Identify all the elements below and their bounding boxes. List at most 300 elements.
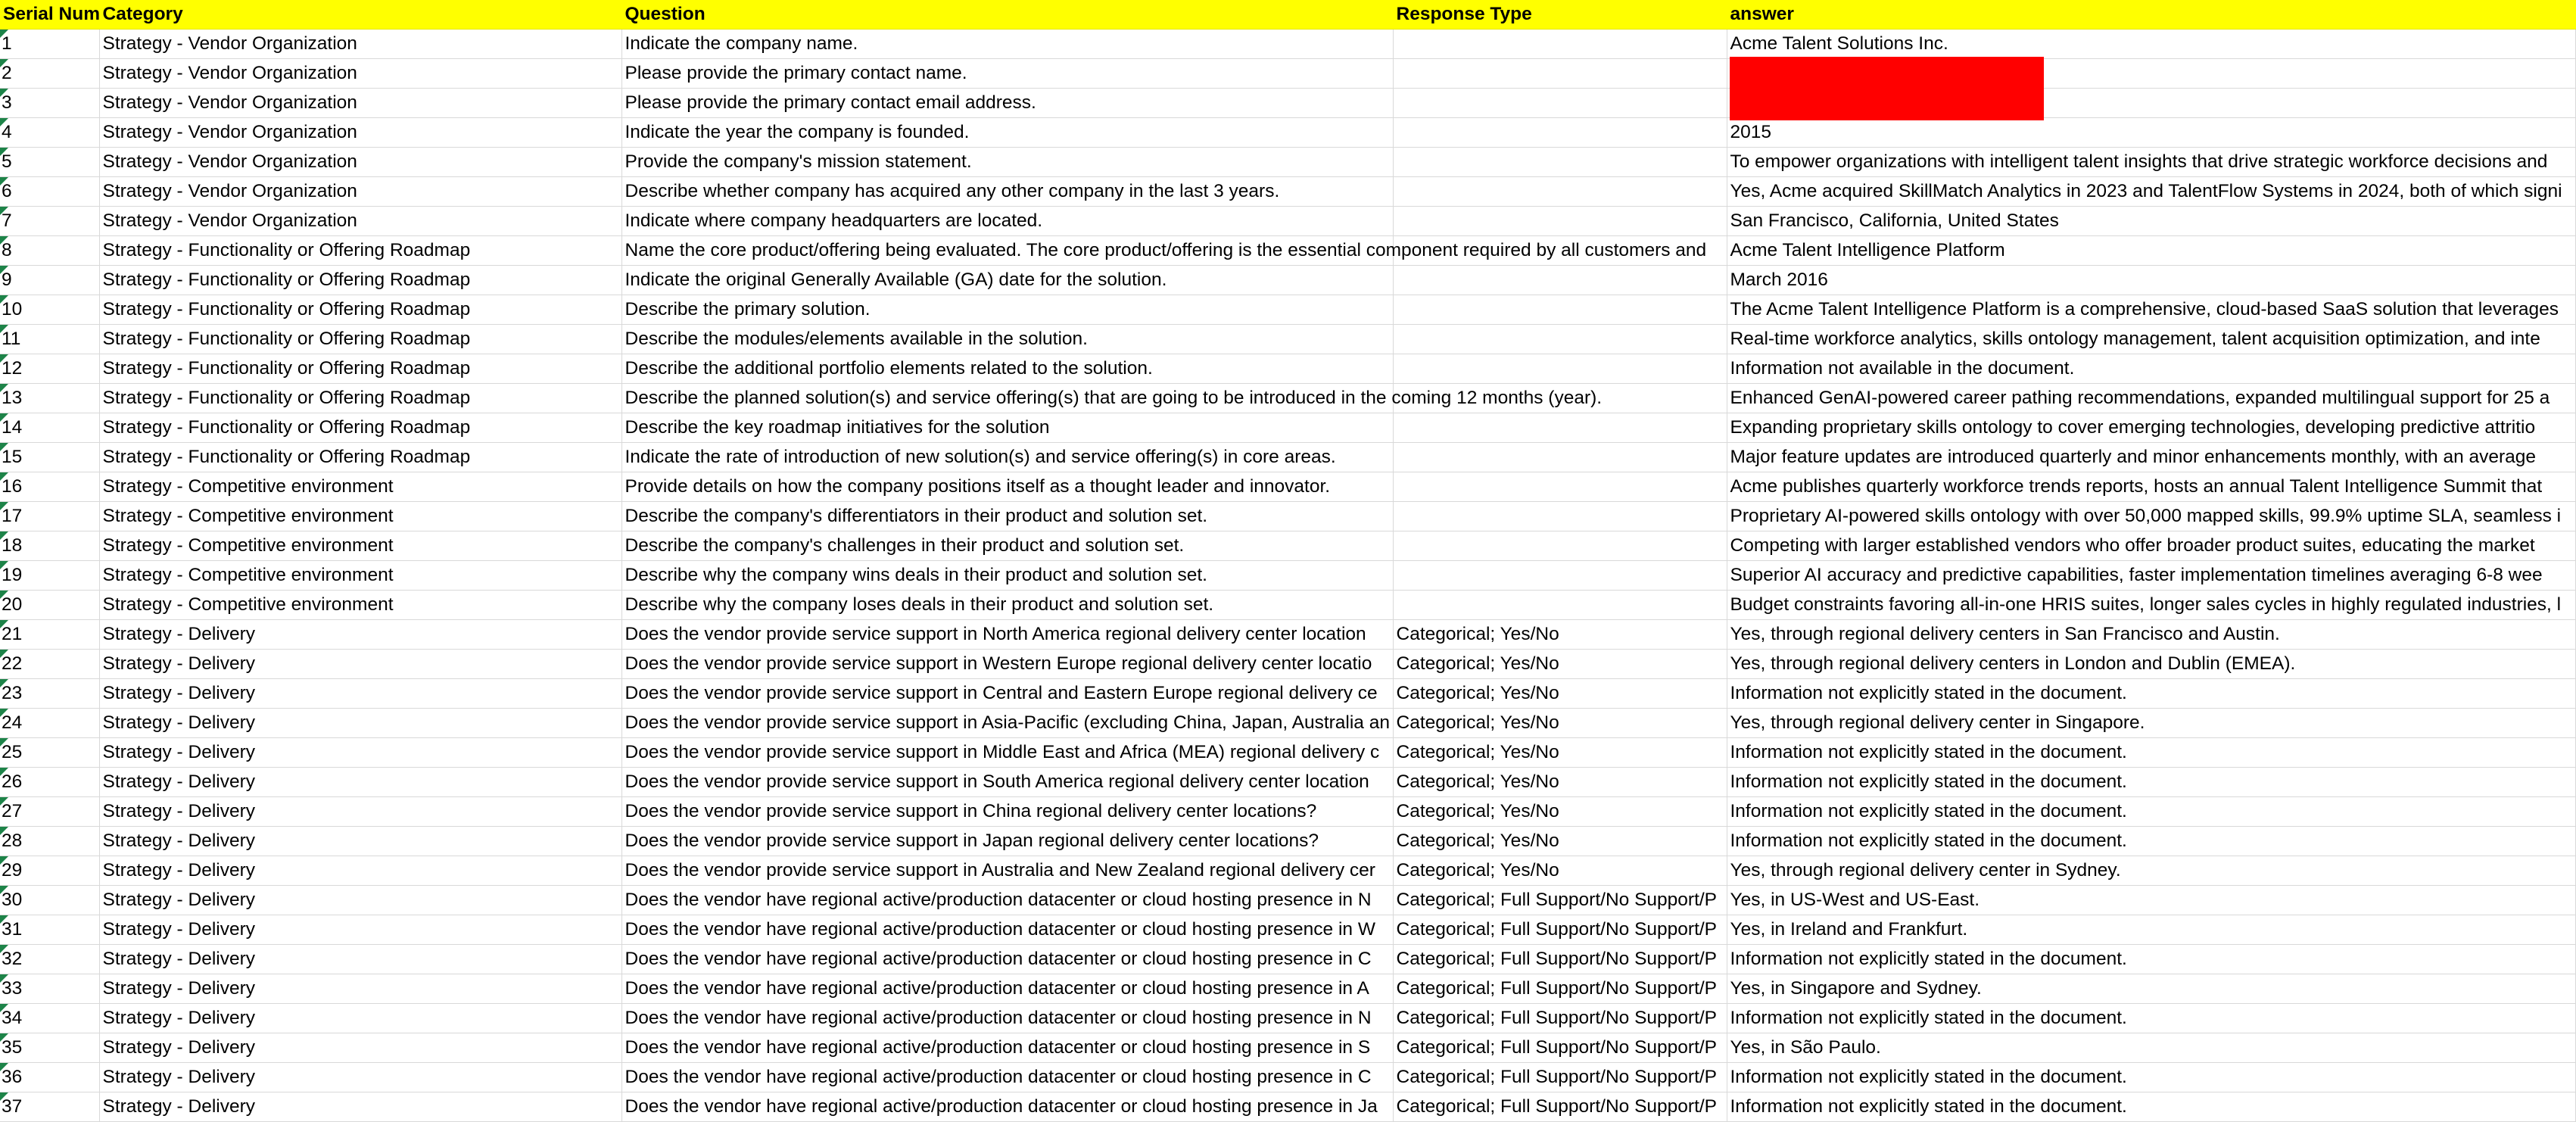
error-indicator-icon[interactable] (0, 1004, 8, 1012)
cell-answer[interactable]: Information not available in the document. (1727, 354, 2575, 384)
cell-serial[interactable] (0, 354, 99, 384)
cell-response-type[interactable] (1393, 207, 1727, 236)
table-row (0, 945, 2575, 974)
cell-question[interactable]: Describe the additional portfolio elements related to the solution. (621, 354, 1393, 384)
cell-question[interactable]: Does the vendor provide service support in Australia and New Zealand regional delivery cer (621, 856, 1393, 886)
cell-category[interactable]: Strategy - Delivery (99, 620, 621, 650)
serial-value: 35 (2, 1037, 23, 1058)
cell-serial[interactable] (0, 266, 99, 295)
cell-response-type[interactable]: Categorical; Yes/No (1393, 620, 1727, 650)
error-indicator-icon[interactable] (0, 148, 8, 156)
cell-answer[interactable]: San Francisco, California, United States (1727, 207, 2575, 236)
error-indicator-icon[interactable] (0, 856, 8, 865)
cell-response-type[interactable]: Categorical; Yes/No (1393, 827, 1727, 856)
cell-response-type[interactable] (1393, 295, 1727, 325)
cell-category[interactable]: Strategy - Competitive environment (99, 531, 621, 561)
cell-serial[interactable] (0, 886, 99, 915)
error-indicator-icon[interactable] (0, 886, 8, 894)
cell-serial[interactable] (0, 768, 99, 797)
table-row (0, 148, 2575, 177)
cell-serial[interactable] (0, 502, 99, 531)
cell-serial[interactable] (0, 177, 99, 207)
serial-value: 1 (2, 33, 12, 54)
error-indicator-icon[interactable] (0, 30, 8, 38)
cell-response-type[interactable]: Categorical; Yes/No (1393, 768, 1727, 797)
error-indicator-icon[interactable] (0, 118, 8, 126)
error-indicator-icon[interactable] (0, 531, 8, 540)
serial-value: 28 (2, 831, 23, 851)
table-row (0, 591, 2575, 620)
cell-answer[interactable]: March 2016 (1727, 266, 2575, 295)
cell-category[interactable]: Strategy - Functionality or Offering Roadmap (99, 354, 621, 384)
cell-category[interactable]: Strategy - Vendor Organization (99, 118, 621, 148)
table-row (0, 177, 2575, 207)
redaction-block (1730, 57, 2044, 120)
column-header-question[interactable]: Question (621, 0, 1393, 30)
cell-response-type[interactable] (1393, 118, 1727, 148)
table-row (0, 886, 2575, 915)
cell-serial[interactable] (0, 650, 99, 679)
serial-value: 17 (2, 506, 23, 526)
cell-category[interactable]: Strategy - Functionality or Offering Roadmap (99, 325, 621, 354)
table-row (0, 797, 2575, 827)
serial-value: 3 (2, 92, 12, 113)
cell-answer[interactable]: Proprietary AI-powered skills ontology with over 50,000 mapped skills, 99.9% uptime SLA, seamless i (1727, 502, 2575, 531)
cell-answer[interactable]: Information not explicitly stated in the document. (1727, 1004, 2575, 1033)
table-row (0, 325, 2575, 354)
cell-answer[interactable]: Yes, through regional delivery center in Singapore. (1727, 709, 2575, 738)
error-indicator-icon[interactable] (0, 177, 8, 185)
cell-response-type[interactable] (1393, 502, 1727, 531)
serial-value: 7 (2, 210, 12, 231)
column-header-answer[interactable]: answer (1727, 0, 2575, 30)
cell-response-type[interactable]: Categorical; Full Support/No Support/P (1393, 974, 1727, 1004)
table-row (0, 502, 2575, 531)
serial-value: 30 (2, 890, 23, 910)
cell-question[interactable]: Does the vendor have regional active/production datacenter or cloud hosting presence in N (621, 886, 1393, 915)
table-row (0, 295, 2575, 325)
serial-value: 16 (2, 476, 23, 497)
cell-question[interactable]: Indicate the original Generally Available (GA) date for the solution. (621, 266, 1393, 295)
cell-serial[interactable] (0, 709, 99, 738)
cell-serial[interactable] (0, 679, 99, 709)
error-indicator-icon[interactable] (0, 89, 8, 97)
cell-answer[interactable]: Information not explicitly stated in the document. (1727, 797, 2575, 827)
cell-serial[interactable] (0, 472, 99, 502)
serial-value: 6 (2, 181, 12, 201)
table-row (0, 974, 2575, 1004)
error-indicator-icon[interactable] (0, 502, 8, 510)
table-row (0, 413, 2575, 443)
error-indicator-icon[interactable] (0, 974, 8, 983)
cell-serial[interactable] (0, 974, 99, 1004)
table-row (0, 89, 2575, 118)
cell-category[interactable]: Strategy - Delivery (99, 856, 621, 886)
cell-answer[interactable]: Information not explicitly stated in the document. (1727, 827, 2575, 856)
cell-question[interactable]: Indicate the company name. (621, 30, 1393, 59)
cell-response-type[interactable] (1393, 413, 1727, 443)
cell-question[interactable]: Describe the primary solution. (621, 295, 1393, 325)
error-indicator-icon[interactable] (0, 945, 8, 953)
cell-answer[interactable]: Acme publishes quarterly workforce trends reports, hosts an annual Talent Intelligence Summit that (1727, 472, 2575, 502)
cell-question[interactable]: Describe the key roadmap initiatives for the solution (621, 413, 1393, 443)
cell-response-type[interactable]: Categorical; Full Support/No Support/P (1393, 886, 1727, 915)
cell-response-type[interactable] (1393, 354, 1727, 384)
cell-response-type[interactable]: Categorical; Full Support/No Support/P (1393, 945, 1727, 974)
cell-category[interactable]: Strategy - Functionality or Offering Roadmap (99, 384, 621, 413)
table-row (0, 1063, 2575, 1092)
cell-answer[interactable]: Information not explicitly stated in the document. (1727, 1063, 2575, 1092)
cell-answer[interactable]: Superior AI accuracy and predictive capabilities, faster implementation timelines averaging 6-8 wee (1727, 561, 2575, 591)
cell-category[interactable]: Strategy - Competitive environment (99, 472, 621, 502)
cell-category[interactable]: Strategy - Delivery (99, 797, 621, 827)
serial-value: 23 (2, 683, 23, 703)
cell-category[interactable]: Strategy - Delivery (99, 709, 621, 738)
cell-question[interactable]: Does the vendor have regional active/production datacenter or cloud hosting presence in W (621, 915, 1393, 945)
cell-category[interactable]: Strategy - Delivery (99, 827, 621, 856)
serial-value: 10 (2, 299, 23, 319)
table-row (0, 650, 2575, 679)
error-indicator-icon[interactable] (0, 443, 8, 451)
serial-value: 26 (2, 771, 23, 792)
cell-serial[interactable] (0, 236, 99, 266)
serial-value: 9 (2, 270, 12, 290)
column-header-category[interactable]: Category (99, 0, 621, 30)
cell-category[interactable]: Strategy - Vendor Organization (99, 89, 621, 118)
error-indicator-icon[interactable] (0, 738, 8, 746)
table-row (0, 679, 2575, 709)
cell-response-type[interactable]: Categorical; Yes/No (1393, 709, 1727, 738)
cell-category[interactable]: Strategy - Competitive environment (99, 502, 621, 531)
table-row (0, 472, 2575, 502)
cell-category[interactable]: Strategy - Competitive environment (99, 591, 621, 620)
cell-answer[interactable]: Yes, in São Paulo. (1727, 1033, 2575, 1063)
cell-category[interactable]: Strategy - Functionality or Offering Roadmap (99, 443, 621, 472)
cell-category[interactable]: Strategy - Delivery (99, 679, 621, 709)
serial-value: 4 (2, 122, 12, 142)
serial-value: 2 (2, 63, 12, 83)
cell-serial[interactable] (0, 325, 99, 354)
error-indicator-icon[interactable] (0, 266, 8, 274)
cell-serial[interactable] (0, 945, 99, 974)
cell-response-type[interactable] (1393, 472, 1727, 502)
cell-serial[interactable] (0, 118, 99, 148)
cell-question[interactable]: Does the vendor have regional active/production datacenter or cloud hosting presence in C (621, 1063, 1393, 1092)
cell-response-type[interactable] (1393, 30, 1727, 59)
cell-answer[interactable]: Real-time workforce analytics, skills ontology management, talent acquisition optimization, and inte (1727, 325, 2575, 354)
error-indicator-icon[interactable] (0, 650, 8, 658)
serial-value: 20 (2, 594, 23, 615)
error-indicator-icon[interactable] (0, 797, 8, 806)
cell-category[interactable]: Strategy - Vendor Organization (99, 177, 621, 207)
table-row (0, 915, 2575, 945)
cell-question[interactable]: Describe the company's challenges in their product and solution set. (621, 531, 1393, 561)
error-indicator-icon[interactable] (0, 591, 8, 599)
serial-value: 32 (2, 949, 23, 969)
cell-question[interactable]: Does the vendor provide service support in South America regional delivery center location (621, 768, 1393, 797)
serial-value: 5 (2, 151, 12, 172)
cell-serial[interactable] (0, 207, 99, 236)
cell-answer[interactable]: Yes, in US-West and US-East. (1727, 886, 2575, 915)
table-row (0, 1092, 2575, 1122)
error-indicator-icon[interactable] (0, 679, 8, 687)
cell-response-type[interactable] (1393, 561, 1727, 591)
header-row (0, 0, 2575, 30)
cell-category[interactable]: Strategy - Delivery (99, 1092, 621, 1122)
cell-category[interactable]: Strategy - Functionality or Offering Roadmap (99, 266, 621, 295)
error-indicator-icon[interactable] (0, 384, 8, 392)
cell-question[interactable]: Indicate the year the company is founded. (621, 118, 1393, 148)
error-indicator-icon[interactable] (0, 472, 8, 481)
cell-category[interactable]: Strategy - Delivery (99, 945, 621, 974)
cell-category[interactable]: Strategy - Vendor Organization (99, 30, 621, 59)
error-indicator-icon[interactable] (0, 561, 8, 569)
error-indicator-icon[interactable] (0, 827, 8, 835)
cell-serial[interactable] (0, 620, 99, 650)
cell-answer[interactable]: Acme Talent Intelligence Platform (1727, 236, 2575, 266)
cell-answer[interactable]: 2015 (1727, 118, 2575, 148)
cell-serial[interactable] (0, 384, 99, 413)
cell-question[interactable]: Describe whether company has acquired any other company in the last 3 years. (621, 177, 1393, 207)
cell-serial[interactable] (0, 1033, 99, 1063)
cell-serial[interactable] (0, 443, 99, 472)
cell-category[interactable]: Strategy - Delivery (99, 738, 621, 768)
table-row (0, 30, 2575, 59)
cell-response-type[interactable] (1393, 591, 1727, 620)
cell-answer[interactable]: Expanding proprietary skills ontology to cover emerging technologies, developing predictive attritio (1727, 413, 2575, 443)
serial-value: 13 (2, 388, 23, 408)
cell-serial[interactable] (0, 856, 99, 886)
cell-answer[interactable]: Information not explicitly stated in the document. (1727, 945, 2575, 974)
table-row (0, 354, 2575, 384)
error-indicator-icon[interactable] (0, 1063, 8, 1071)
cell-question[interactable]: Does the vendor have regional active/production datacenter or cloud hosting presence in Ja (621, 1092, 1393, 1122)
cell-response-type[interactable]: Categorical; Yes/No (1393, 679, 1727, 709)
error-indicator-icon[interactable] (0, 1033, 8, 1042)
cell-response-type[interactable]: Categorical; Yes/No (1393, 856, 1727, 886)
serial-value: 24 (2, 712, 23, 733)
cell-question[interactable]: Describe why the company wins deals in their product and solution set. (621, 561, 1393, 591)
cell-serial[interactable] (0, 30, 99, 59)
serial-value: 33 (2, 978, 23, 999)
cell-question[interactable]: Describe the planned solution(s) and service offering(s) that are going to be introduced in the coming 12 months (year). (621, 384, 1393, 413)
table-row (0, 266, 2575, 295)
serial-value: 31 (2, 919, 23, 940)
cell-response-type[interactable] (1393, 325, 1727, 354)
serial-value: 19 (2, 565, 23, 585)
cell-question[interactable]: Does the vendor have regional active/production datacenter or cloud hosting presence in C (621, 945, 1393, 974)
table-row (0, 709, 2575, 738)
table-row (0, 531, 2575, 561)
cell-serial[interactable] (0, 561, 99, 591)
error-indicator-icon[interactable] (0, 325, 8, 333)
cell-category[interactable]: Strategy - Functionality or Offering Roadmap (99, 413, 621, 443)
serial-value: 36 (2, 1067, 23, 1087)
cell-answer[interactable]: Enhanced GenAI-powered career pathing recommendations, expanded multilingual support for 25 a (1727, 384, 2575, 413)
cell-response-type[interactable] (1393, 59, 1727, 89)
cell-serial[interactable] (0, 1004, 99, 1033)
cell-serial[interactable] (0, 915, 99, 945)
cell-serial[interactable] (0, 591, 99, 620)
cell-answer[interactable]: Yes, in Singapore and Sydney. (1727, 974, 2575, 1004)
cell-response-type[interactable] (1393, 531, 1727, 561)
cell-serial[interactable] (0, 1063, 99, 1092)
cell-question[interactable]: Provide the company's mission statement. (621, 148, 1393, 177)
serial-value: 37 (2, 1096, 23, 1117)
cell-response-type[interactable] (1393, 266, 1727, 295)
cell-serial[interactable] (0, 59, 99, 89)
cell-category[interactable]: Strategy - Vendor Organization (99, 207, 621, 236)
serial-value: 11 (2, 329, 21, 349)
cell-question[interactable]: Does the vendor have regional active/production datacenter or cloud hosting presence in S (621, 1033, 1393, 1063)
cell-answer[interactable]: Major feature updates are introduced quarterly and minor enhancements monthly, with an average (1727, 443, 2575, 472)
cell-response-type[interactable] (1393, 89, 1727, 118)
cell-category[interactable]: Strategy - Delivery (99, 886, 621, 915)
cell-category[interactable]: Strategy - Delivery (99, 650, 621, 679)
table-row (0, 236, 2575, 266)
cell-response-type[interactable]: Categorical; Full Support/No Support/P (1393, 915, 1727, 945)
cell-question[interactable]: Does the vendor have regional active/production datacenter or cloud hosting presence in N (621, 1004, 1393, 1033)
cell-category[interactable]: Strategy - Functionality or Offering Roadmap (99, 295, 621, 325)
cell-response-type[interactable]: Categorical; Full Support/No Support/P (1393, 1092, 1727, 1122)
table-row (0, 620, 2575, 650)
cell-question[interactable]: Does the vendor provide service support in Western Europe regional delivery center locatio (621, 650, 1393, 679)
table-row (0, 59, 2575, 89)
cell-question[interactable]: Please provide the primary contact name. (621, 59, 1393, 89)
table-row (0, 561, 2575, 591)
table-row (0, 118, 2575, 148)
cell-question[interactable]: Provide details on how the company positions itself as a thought leader and innovator. (621, 472, 1393, 502)
cell-question[interactable]: Does the vendor provide service support in Japan regional delivery center locations? (621, 827, 1393, 856)
cell-response-type[interactable]: Categorical; Yes/No (1393, 650, 1727, 679)
error-indicator-icon[interactable] (0, 768, 8, 776)
cell-response-type[interactable]: Categorical; Full Support/No Support/P (1393, 1063, 1727, 1092)
error-indicator-icon[interactable] (0, 1092, 8, 1101)
cell-answer[interactable]: Yes, through regional delivery centers in London and Dublin (EMEA). (1727, 650, 2575, 679)
cell-category[interactable]: Strategy - Functionality or Offering Roadmap (99, 236, 621, 266)
cell-response-type[interactable] (1393, 443, 1727, 472)
cell-question[interactable]: Please provide the primary contact email address. (621, 89, 1393, 118)
cell-question[interactable]: Describe why the company loses deals in their product and solution set. (621, 591, 1393, 620)
serial-value: 21 (2, 624, 23, 644)
cell-serial[interactable] (0, 413, 99, 443)
cell-answer[interactable]: Yes, through regional delivery centers in San Francisco and Austin. (1727, 620, 2575, 650)
error-indicator-icon[interactable] (0, 207, 8, 215)
cell-question[interactable]: Does the vendor provide service support in North America regional delivery center location (621, 620, 1393, 650)
table-row (0, 856, 2575, 886)
cell-answer[interactable]: The Acme Talent Intelligence Platform is a comprehensive, cloud-based SaaS solution that leverages (1727, 295, 2575, 325)
error-indicator-icon[interactable] (0, 354, 8, 363)
error-indicator-icon[interactable] (0, 915, 8, 924)
error-indicator-icon[interactable] (0, 236, 8, 245)
cell-category[interactable]: Strategy - Competitive environment (99, 561, 621, 591)
cell-question[interactable]: Indicate the rate of introduction of new solution(s) and service offering(s) in core areas. (621, 443, 1393, 472)
cell-response-type[interactable]: Categorical; Full Support/No Support/P (1393, 1004, 1727, 1033)
error-indicator-icon[interactable] (0, 620, 8, 628)
serial-value: 25 (2, 742, 23, 762)
cell-serial[interactable] (0, 827, 99, 856)
column-header-response-type[interactable]: Response Type (1393, 0, 1727, 30)
cell-answer[interactable]: Yes, Acme acquired SkillMatch Analytics in 2023 and TalentFlow Systems in 2024, both of which signi (1727, 177, 2575, 207)
table-row (0, 384, 2575, 413)
cell-response-type[interactable]: Categorical; Yes/No (1393, 797, 1727, 827)
table-body (0, 30, 2575, 1122)
cell-answer[interactable]: Information not explicitly stated in the document. (1727, 1092, 2575, 1122)
table-row (0, 1033, 2575, 1063)
serial-value: 14 (2, 417, 23, 438)
cell-question[interactable]: Does the vendor provide service support in China regional delivery center locations? (621, 797, 1393, 827)
cell-response-type[interactable]: Categorical; Yes/No (1393, 738, 1727, 768)
cell-response-type[interactable] (1393, 148, 1727, 177)
cell-answer[interactable]: To empower organizations with intelligent talent insights that drive strategic workforce decisions and (1727, 148, 2575, 177)
cell-question[interactable]: Describe the modules/elements available in the solution. (621, 325, 1393, 354)
cell-answer[interactable]: Budget constraints favoring all-in-one HRIS suites, longer sales cycles in highly regulated industries, l (1727, 591, 2575, 620)
error-indicator-icon[interactable] (0, 413, 8, 422)
serial-value: 12 (2, 358, 23, 379)
cell-serial[interactable] (0, 148, 99, 177)
table-row (0, 1004, 2575, 1033)
cell-question[interactable]: Does the vendor provide service support in Asia-Pacific (excluding China, Japan, Australia an (621, 709, 1393, 738)
cell-answer[interactable]: Yes, through regional delivery center in Sydney. (1727, 856, 2575, 886)
table-row (0, 768, 2575, 797)
serial-value: 8 (2, 240, 12, 260)
column-header-serial[interactable]: Serial Num (0, 0, 99, 30)
cell-serial[interactable] (0, 738, 99, 768)
serial-value: 15 (2, 447, 23, 467)
table-row (0, 738, 2575, 768)
cell-question[interactable]: Does the vendor provide service support in Central and Eastern Europe regional delivery ce (621, 679, 1393, 709)
cell-category[interactable]: Strategy - Delivery (99, 768, 621, 797)
cell-category[interactable]: Strategy - Delivery (99, 974, 621, 1004)
error-indicator-icon[interactable] (0, 59, 8, 67)
cell-answer[interactable]: Information not explicitly stated in the document. (1727, 768, 2575, 797)
cell-serial[interactable] (0, 797, 99, 827)
cell-question[interactable]: Does the vendor provide service support in Middle East and Africa (MEA) regional delivery c (621, 738, 1393, 768)
cell-serial[interactable] (0, 295, 99, 325)
cell-category[interactable]: Strategy - Vendor Organization (99, 148, 621, 177)
serial-value: 22 (2, 653, 23, 674)
cell-category[interactable]: Strategy - Delivery (99, 1033, 621, 1063)
cell-answer[interactable]: Yes, in Ireland and Frankfurt. (1727, 915, 2575, 945)
cell-serial[interactable] (0, 1092, 99, 1122)
cell-category[interactable]: Strategy - Delivery (99, 1063, 621, 1092)
cell-question[interactable]: Indicate where company headquarters are located. (621, 207, 1393, 236)
table-row (0, 207, 2575, 236)
cell-question[interactable]: Does the vendor have regional active/production datacenter or cloud hosting presence in A (621, 974, 1393, 1004)
cell-category[interactable]: Strategy - Vendor Organization (99, 59, 621, 89)
table-row (0, 443, 2575, 472)
cell-answer[interactable]: Acme Talent Solutions Inc. (1727, 30, 2575, 59)
serial-value: 27 (2, 801, 23, 821)
cell-answer[interactable]: Information not explicitly stated in the document. (1727, 738, 2575, 768)
cell-response-type[interactable] (1393, 177, 1727, 207)
cell-category[interactable]: Strategy - Delivery (99, 1004, 621, 1033)
error-indicator-icon[interactable] (0, 295, 8, 304)
serial-value: 18 (2, 535, 23, 556)
serial-value: 29 (2, 860, 23, 880)
cell-question[interactable]: Describe the company's differentiators in their product and solution set. (621, 502, 1393, 531)
table-row (0, 827, 2575, 856)
cell-serial[interactable] (0, 89, 99, 118)
cell-answer[interactable]: Competing with larger established vendors who offer broader product suites, educating the market (1727, 531, 2575, 561)
cell-serial[interactable] (0, 531, 99, 561)
cell-response-type[interactable]: Categorical; Full Support/No Support/P (1393, 1033, 1727, 1063)
serial-value: 34 (2, 1008, 23, 1028)
error-indicator-icon[interactable] (0, 709, 8, 717)
cell-question[interactable]: Name the core product/offering being evaluated. The core product/offering is the essential component required by all customers and (621, 236, 1393, 266)
cell-answer[interactable]: Information not explicitly stated in the document. (1727, 679, 2575, 709)
cell-category[interactable]: Strategy - Delivery (99, 915, 621, 945)
